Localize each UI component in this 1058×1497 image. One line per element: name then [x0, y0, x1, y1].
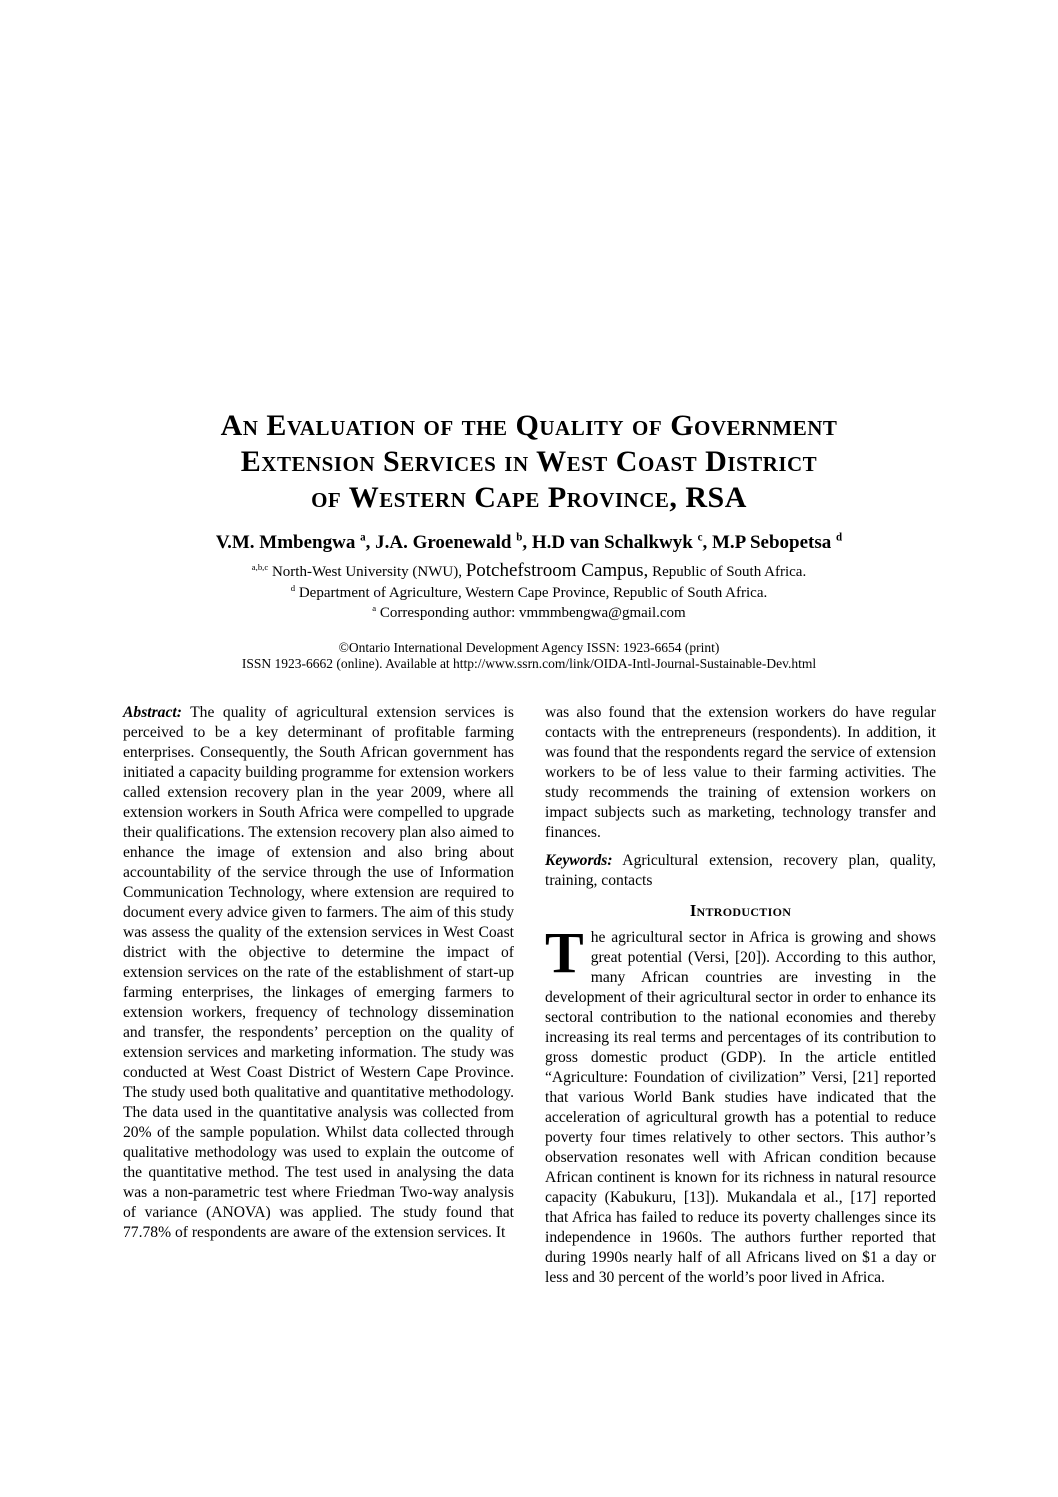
- affiliation-line-1: [0, 560, 1058, 583]
- author-4-superscript: d: [836, 531, 843, 544]
- affiliation-2-text: Department of Agriculture, Western Cape Province, Republic of South Africa.: [295, 585, 768, 601]
- corresponding-superscript: a: [372, 603, 377, 613]
- left-column: [123, 703, 514, 1243]
- author-line: [0, 531, 1058, 555]
- author-1-superscript: a: [360, 531, 366, 544]
- paper-title: [0, 408, 1058, 516]
- drop-cap: T: [545, 920, 584, 985]
- publisher-block: [0, 640, 1058, 672]
- author-3-superscript: c: [697, 531, 703, 544]
- title-line-2: Extension Services in West Coast District: [240, 445, 818, 478]
- introduction-paragraph: [545, 920, 936, 1288]
- abstract-continuation-paragraph: was also found that the extension workers do have regular contacts with the entrepreneurs (respondents). In addition, it was found that the respondents regard the service of extension workers to be of less value to their farming activities. The study recommends the training of extension workers on impact subjects such as marketing, technology transfer and finances.: [545, 704, 936, 841]
- introduction-text: he agricultural sector in Africa is growing and shows great potential (Versi, [20]). According to this author, many African countries are investing in the development of their agricultural sector in order to enhance its sectoral contribution to the national economies and thereby increasing its real terms and percentages of its contribution to gross domestic product (GDP). In the article entitled “Agriculture: Foundation of civilization” Versi, [21] reported that various World Bank studies have indicated that the acceleration of agricultural growth has a potential to reduce poverty four times relatively to other sectors. This author’s observation resonates well with African condition because African continent is known for its richness in natural resource capacity (Kabukuru, [13]). Mukandala et al., [17] reported that Africa has failed to reduce its poverty challenges since its independence in 1960s. The authors further reported that during 1990s nearly half of all Africans lived on $1 a day or less and 30 percent of the world’s poor lived in Africa.: [545, 929, 936, 1286]
- affiliation-line-2: [0, 583, 1058, 603]
- affiliation-1-university: North-West University (NWU),: [268, 564, 466, 580]
- introduction-heading: Introduction: [689, 901, 792, 920]
- author-4: , M.P Sebopetsa: [702, 532, 837, 553]
- corresponding-author-line: [0, 603, 1058, 623]
- keywords-label: Keywords:: [545, 852, 613, 869]
- affiliation-1-campus: Potchefstroom Campus,: [465, 560, 649, 581]
- author-2-superscript: b: [516, 531, 523, 544]
- keywords-text: Agricultural extension, recovery plan, quality, training, contacts: [545, 852, 936, 889]
- author-1: V.M. Mmbengwa: [215, 532, 361, 553]
- right-column: [545, 703, 936, 1288]
- affiliation-2-superscript: d: [290, 583, 296, 593]
- publisher-line-1: ©Ontario International Development Agency ISSN: 1923-6654 (print): [338, 640, 720, 655]
- affiliation-1-superscript: a,b,c: [251, 562, 269, 572]
- affiliation-1-country: Republic of South Africa.: [648, 564, 807, 580]
- paper-header: [0, 408, 1058, 672]
- abstract-label: Abstract:: [123, 704, 182, 721]
- author-3: , H.D van Schalkwyk: [522, 532, 698, 553]
- title-line-3: of Western Cape Province, RSA: [311, 481, 747, 514]
- author-2: , J.A. Groenewald: [365, 532, 517, 553]
- abstract-paragraph: [123, 703, 514, 1243]
- corresponding-text: Corresponding author: vmmmbengwa@gmail.com: [376, 605, 686, 621]
- publisher-line-2: ISSN 1923-6662 (online). Available at http://www.ssrn.com/link/OIDA-Intl-Journal-Sustainable-Dev.html: [241, 656, 817, 671]
- abstract-text-left: The quality of agricultural extension services is perceived to be a key determinant of profitable farming enterprises. Consequently, the South African government has initiated a capacity building programme for extension workers called extension recovery plan in the year 2009, where all extension workers in South Africa were compelled to upgrade their qualifications. The extension recovery plan also aimed to enhance the image of extension and also bring about accountability of the service through the use of Information Communication Technology, where extension are required to document every advice given to farmers. The aim of this study was assess the quality of the extension services in West Coast district with the objective to determine the impact of extension services on the rate of the establishment of start-up farming enterprises, the linkages of emerging farmers to extension workers, frequency of technology dissemination and transfer, the respondents’ perception on the quality of extension services and marketing information. The study was conducted at West Coast District of Western Cape Province. The study used both qualitative and quantitative methodology. The data used in the quantitative analysis was collected from 20% of the sample population. Whilst data collected through qualitative methodology was used to explain the outcome of the quantitative method. The test used in analysing the data was a non-parametric test where Friedman Two-way analysis of variance (ANOVA) was applied. The study found that 77.78% of respondents are aware of the extension services. It: [123, 704, 514, 1241]
- keywords-paragraph: [545, 851, 936, 891]
- title-line-1: An Evaluation of the Quality of Government: [220, 409, 838, 442]
